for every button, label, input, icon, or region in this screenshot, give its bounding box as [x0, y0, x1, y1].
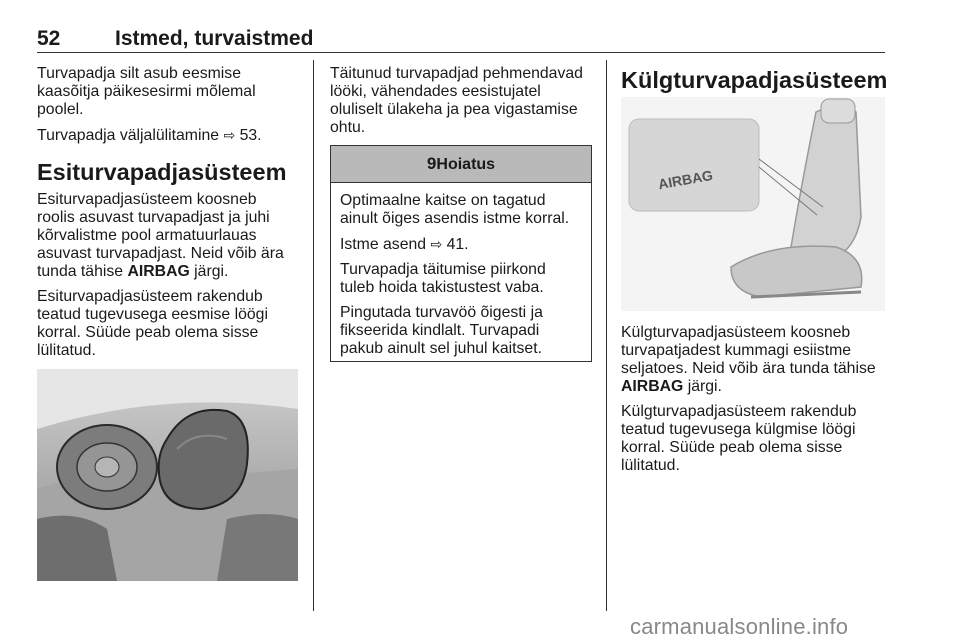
page-reference-link[interactable]: 41.	[446, 236, 469, 253]
column-2	[330, 65, 600, 144]
page-header	[37, 27, 885, 51]
desc-text: Külgturvapadjasüsteem koosneb turvapatjadest kummagi esiistme seljatoes. Neid võib ära tunda tähise	[621, 324, 876, 377]
warning-title: Hoiatus	[436, 156, 496, 173]
paragraph-side-airbag-deploy: Külgturvapadjasüsteem rakendub teatud tugevusega külgmise löögi korral. Süüde peab olema sisse lülitatud.	[621, 403, 857, 474]
column-3	[621, 65, 889, 94]
warning-paragraph-3: Turvapadja täitumise piirkond tuleb hoida takistustest vaba.	[340, 261, 546, 296]
paragraph-deactivation-ref	[37, 126, 305, 145]
warning-box	[330, 145, 592, 362]
desc-text: Esiturvapadjasüsteem koosneb roolis asuvast turvapadjast ja juhi kõrvalistme pool armatuurlauas asuvast turvapadjast. Neid võib ära tunda tähise	[37, 191, 284, 280]
airbag-term: AIRBAG	[621, 378, 684, 395]
section-heading-front-airbag: Esiturvapadjasüsteem	[37, 159, 287, 185]
paragraph-airbag-effect: Täitunud turvapadjad pehmendavad lööki, vähendades eesistujatel oluliselt ülakeha ja pea vigastamise ohtu.	[330, 65, 583, 136]
page-title: Istmed, turvaistmed	[115, 27, 314, 50]
airbag-term: AIRBAG	[127, 263, 190, 280]
ref-text: Turvapadja väljalülitamine	[37, 127, 224, 144]
warning-body	[331, 183, 591, 358]
page-reference-link[interactable]: 53.	[239, 127, 262, 144]
reference-arrow-icon: ⇨	[430, 236, 443, 252]
side-airbag-seat-illustration	[621, 97, 885, 311]
paragraph-side-airbag-desc	[621, 324, 889, 396]
reference-arrow-icon: ⇨	[223, 127, 236, 143]
column-divider-1	[313, 60, 314, 611]
watermark-footer: carmanualsonline.info	[630, 614, 849, 639]
warning-paragraph-1: Optimaalne kaitse on tagatud ainult õiges asendis istme korral.	[340, 192, 570, 227]
warning-header	[331, 146, 591, 183]
front-airbags-illustration	[37, 369, 298, 581]
ref-text: Istme asend	[340, 236, 431, 253]
column-1	[37, 65, 305, 367]
page-number: 52	[37, 27, 61, 50]
airbag-label-text: AIRBAG	[656, 166, 715, 193]
paragraph-front-airbag-deploy: Esiturvapadjasüsteem rakendub teatud tugevusega eesmise löögi korral. Süüde peab olema sisse lülitatud.	[37, 288, 268, 359]
paragraph-front-airbag-desc	[37, 191, 305, 281]
section-heading-side-airbag: Külgturvapadjasüsteem	[621, 67, 888, 93]
header-divider	[37, 52, 885, 53]
desc-end: järgi.	[189, 263, 229, 280]
column-divider-2	[606, 60, 607, 611]
paragraph-airbag-label: Turvapadja silt asub eesmise kaasõitja päikesesirmi mõlemal poolel.	[37, 65, 256, 118]
warning-paragraph-2	[340, 235, 582, 254]
warning-paragraph-4: Pingutada turvavöö õigesti ja fikseerida kindlalt. Turvapadi pakub ainult sel juhul kaitset.	[340, 304, 543, 357]
desc-end: järgi.	[683, 378, 722, 395]
column-3-body	[621, 324, 889, 482]
warning-icon: 9	[426, 154, 437, 173]
